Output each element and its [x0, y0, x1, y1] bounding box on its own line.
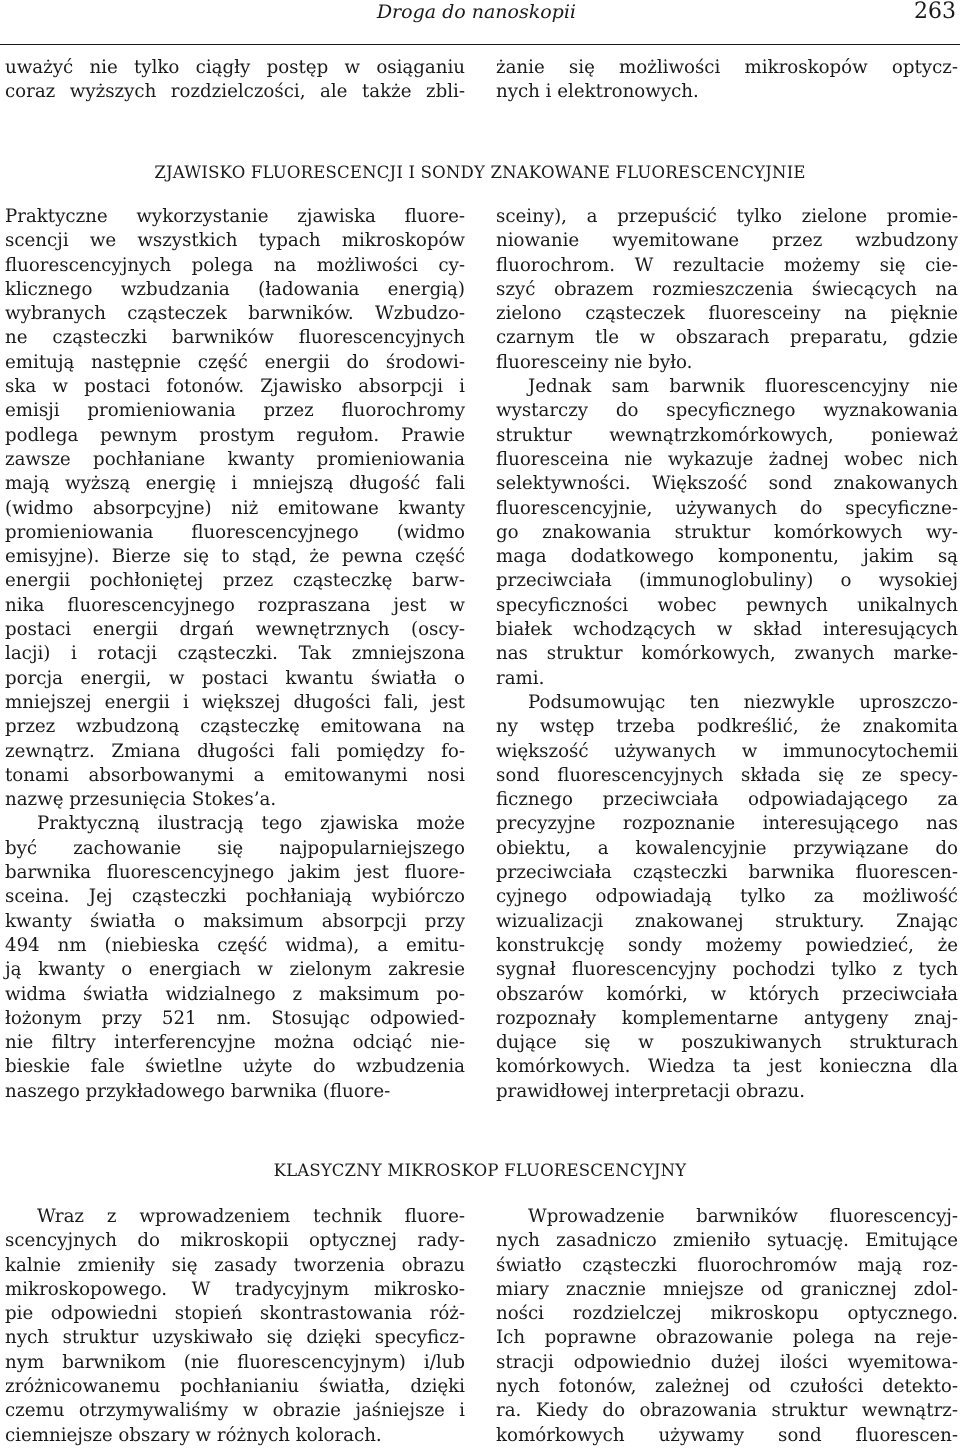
text-line: ra. Kiedy do obrazowania struktur wewnątrz-: [496, 1400, 958, 1422]
text-line: sygnał fluorescencyjny pochodzi tylko z tych: [496, 959, 958, 981]
text-line: ny wstęp trzeba podkreślić, że znakomita: [496, 716, 958, 738]
text-line: nych struktur uzyskiwało się dzięki specyficz-: [5, 1327, 465, 1349]
text-line: mikroskopowego. W tradycyjnym mikrosko-: [5, 1278, 465, 1300]
text-line: rozpoznały komplementarne antygeny znaj-: [496, 1007, 958, 1029]
text-line: scencyjnych do mikroskopii optycznej rady-: [5, 1230, 465, 1252]
text-line: komórkowych używamy sond fluorescen-: [496, 1424, 958, 1446]
text-line: obszarów komórki, w których przeciwciała: [496, 983, 958, 1005]
text-line: zewnątrz. Zmiana długości fali pomiędzy fo-: [5, 740, 465, 762]
text-line: mają wyższą energię i mniejszą długość fali: [5, 473, 465, 495]
text-line: komórkowych. Wiedza ta jest konieczna dla: [496, 1056, 958, 1078]
text-line: fluorescencyjnych polega na możliwości cy-: [5, 254, 465, 276]
text-line: czarnym tle w obszarach preparatu, gdzie: [496, 327, 958, 349]
text-line: sceiny), a przepuścić tylko zielone promie-: [496, 206, 958, 227]
text-line: wizualizacji znakowanej struktury. Znając: [496, 910, 958, 932]
text-line: Praktyczne wykorzystanie zjawiska fluore-: [5, 206, 465, 227]
text-line: widma światła widzialnego z maksimum po-: [5, 983, 465, 1005]
text-line: czemu otrzymywaliśmy w obrazie jaśniejsze i: [5, 1400, 465, 1422]
text-line: białek wchodzących w skład interesujących: [496, 619, 958, 641]
text-line: precyzyjne rozpoznanie interesującego nas: [496, 813, 958, 835]
text-line: łożonym przy 521 nm. Stosując odpowied-: [5, 1007, 465, 1029]
text-line: dujące się w poszukiwanych strukturach: [496, 1032, 958, 1054]
text-line: niowanie wyemitowane przez wzbudzony: [496, 230, 958, 252]
text-line: szyć obrazem rozmieszczenia świecących na: [496, 278, 958, 300]
text-line: konstrukcję sondy możemy powiedzieć, że: [496, 934, 958, 956]
text-line: zielono cząsteczek fluoresceiny na pięknie: [496, 303, 958, 325]
text-line: nych i elektronowych.: [496, 81, 699, 103]
text-line: fluoresceina nie wykazuje żadnej wobec nich: [496, 448, 958, 470]
text-line: energii pochłoniętej przez cząsteczkę barw-: [5, 570, 465, 592]
text-line: struktur wewnątrzkomórkowych, ponieważ: [496, 424, 958, 446]
text-line: stracji odpowiednio dużej ilości wyemitowa-: [496, 1351, 958, 1373]
text-line: selektywności. Większość sond znakowanych: [496, 473, 958, 495]
text-line: prawidłowej interpretacji obrazu.: [496, 1080, 805, 1102]
running-header: [0, 0, 960, 45]
intro-right-column: [496, 56, 958, 105]
section1-right-column: [496, 205, 958, 1104]
text-line: fluoresceiny nie było.: [496, 351, 693, 373]
text-line: nas struktur komórkowych, zwanych marke-: [496, 643, 958, 665]
text-line: nazwę przesunięcia Stokes’a.: [5, 789, 277, 811]
section-heading-fluorescence: ZJAWISKO FLUORESCENCJI I SONDY ZNAKOWANE FLUORESCENCYJNIE: [154, 163, 806, 182]
text-line: bieskie fale świetlne użyte do wzbudzenia: [5, 1056, 465, 1078]
text-line: nym barwnikom (nie fluorescencyjnym) i/lub: [5, 1351, 465, 1373]
text-line: przeciwciała cząsteczki barwnika fluorescen-: [496, 862, 958, 884]
text-line: barwnika fluorescencyjnego jakim jest fluore-: [5, 862, 465, 884]
text-line: sceina. Jej cząsteczki pochłaniają wybiórczo: [5, 886, 465, 908]
text-line: coraz wyższych rozdzielczości, ale także zbli-: [5, 81, 465, 103]
text-line: lacji) i rotacji cząsteczki. Tak zmniejszona: [5, 643, 465, 665]
text-line: obiektu, a kowalencyjnie przywiązane do: [496, 837, 958, 859]
text-line: specyficzności wobec pewnych unikalnych: [496, 594, 958, 616]
text-line: ska w postaci fotonów. Zjawisko absorpcji i: [5, 376, 465, 398]
text-line: fluorescencyjnie, używanych do specyficzne-: [496, 497, 958, 519]
text-line: większość używanych w immunocytochemii: [496, 740, 958, 762]
text-line: ciemniejsze obszary w różnych kolorach.: [5, 1424, 382, 1446]
text-line: zawsze pochłaniane kwanty promieniowania: [5, 448, 465, 470]
text-line: podlega pewnym prostym regułom. Prawie: [5, 424, 465, 446]
text-line: fluorochrom. W rezultacie możemy się cie-: [496, 254, 958, 276]
text-line: wybranych cząsteczek barwników. Wzbudzo-: [5, 303, 465, 325]
text-line: żanie się możliwości mikroskopów optycz-: [496, 57, 958, 78]
text-line: naszego przykładowego barwnika (fluore-: [5, 1080, 391, 1102]
text-line: ficznego przeciwciała odpowiadającego za: [496, 789, 958, 811]
text-line: emitują następnie część energii do środowi-: [5, 351, 465, 373]
text-line: Podsumowując ten niezwykle uproszczo-: [528, 691, 958, 713]
text-line: klicznego wzbudzania (ładowania energią): [5, 278, 465, 300]
text-line: miary znacznie mniejsze od granicznej zdol-: [496, 1278, 958, 1300]
text-line: Praktyczną ilustracją tego zjawiska może: [37, 813, 465, 835]
text-line: 494 nm (niebieska część widma), a emitu-: [5, 934, 465, 956]
text-line: nika fluorescencyjnego rozpraszana jest w: [5, 594, 465, 616]
text-line: nych zasadniczo zmieniło sytuację. Emitujące: [496, 1230, 958, 1252]
text-line: mniejszej energii i większej długości fali, jest: [5, 691, 465, 713]
text-line: ne cząsteczki barwników fluorescencyjnych: [5, 327, 465, 349]
text-line: uważyć nie tylko ciągły postęp w osiąganiu: [5, 57, 465, 78]
section2-left-column: [5, 1205, 465, 1448]
text-line: emisyjne). Bierze się to stąd, że pewna część: [5, 546, 465, 568]
section-heading-classic-microscope: KLASYCZNY MIKROSKOP FLUORESCENCYJNY: [273, 1161, 687, 1180]
intro-left-column: [5, 56, 465, 105]
text-line: Wprowadzenie barwników fluorescencyj-: [528, 1206, 958, 1227]
text-line: go znakowania struktur komórkowych wy-: [496, 521, 958, 543]
text-line: tonami absorbowanymi a emitowanymi nosi: [5, 764, 465, 786]
text-line: (widmo absorpcyjne) niż emitowane kwanty: [5, 497, 465, 519]
text-line: postaci energii drgań wewnętrznych (oscy-: [5, 619, 465, 641]
section1-left-column: [5, 205, 465, 1104]
text-line: pie odpowiedni stopień skontrastowania róż-: [5, 1303, 465, 1325]
text-line: scencji we wszystkich typach mikroskopów: [5, 230, 465, 252]
text-line: kalnie zmieniły się zasady tworzenia obrazu: [5, 1254, 465, 1276]
text-line: światło cząsteczki fluorochromów mają roz-: [496, 1254, 958, 1276]
text-line: ją kwanty o energiach w zielonym zakresie: [5, 959, 465, 981]
text-line: maga dodatkowego komponentu, jakim są: [496, 546, 958, 568]
text-line: cyjnego odpowiadają tylko za możliwość: [496, 886, 958, 908]
text-line: ności rozdzielczej mikroskopu optycznego.: [496, 1303, 958, 1325]
section2-right-column: [496, 1205, 958, 1448]
text-line: nie filtry interferencyjne można odciąć nie-: [5, 1032, 465, 1054]
text-line: przeciwciała (immunoglobuliny) o wysokiej: [496, 570, 958, 592]
page-number: 263: [914, 0, 956, 24]
text-line: Wraz z wprowadzeniem technik fluore-: [37, 1206, 465, 1227]
text-line: emisji promieniowania przez fluorochromy: [5, 400, 465, 422]
text-line: promieniowania fluorescencyjnego (widmo: [5, 521, 465, 543]
running-title: Droga do nanoskopii: [376, 1, 576, 23]
text-line: być zachowanie się najpopularniejszego: [5, 837, 465, 859]
text-line: Jednak sam barwnik fluorescencyjny nie: [528, 376, 958, 398]
text-line: sond fluorescencyjnych składa się ze specy-: [496, 764, 958, 786]
text-line: Ich poprawne obrazowanie polega na reje-: [496, 1327, 958, 1349]
text-line: nych fotonów, zależnej od czułości detekto-: [496, 1376, 958, 1398]
text-line: wystarczy do specyficznego wyznakowania: [496, 400, 958, 422]
text-line: przez wzbudzoną cząsteczkę emitowana na: [5, 716, 465, 738]
text-line: kwanty światła o maksimum absorpcji przy: [5, 910, 465, 932]
text-line: zróżnicowanemu pochłanianiu światła, dzięki: [5, 1376, 465, 1398]
text-line: rami.: [496, 667, 545, 689]
text-line: porcja energii, w postaci kwantu światła o: [5, 667, 465, 689]
